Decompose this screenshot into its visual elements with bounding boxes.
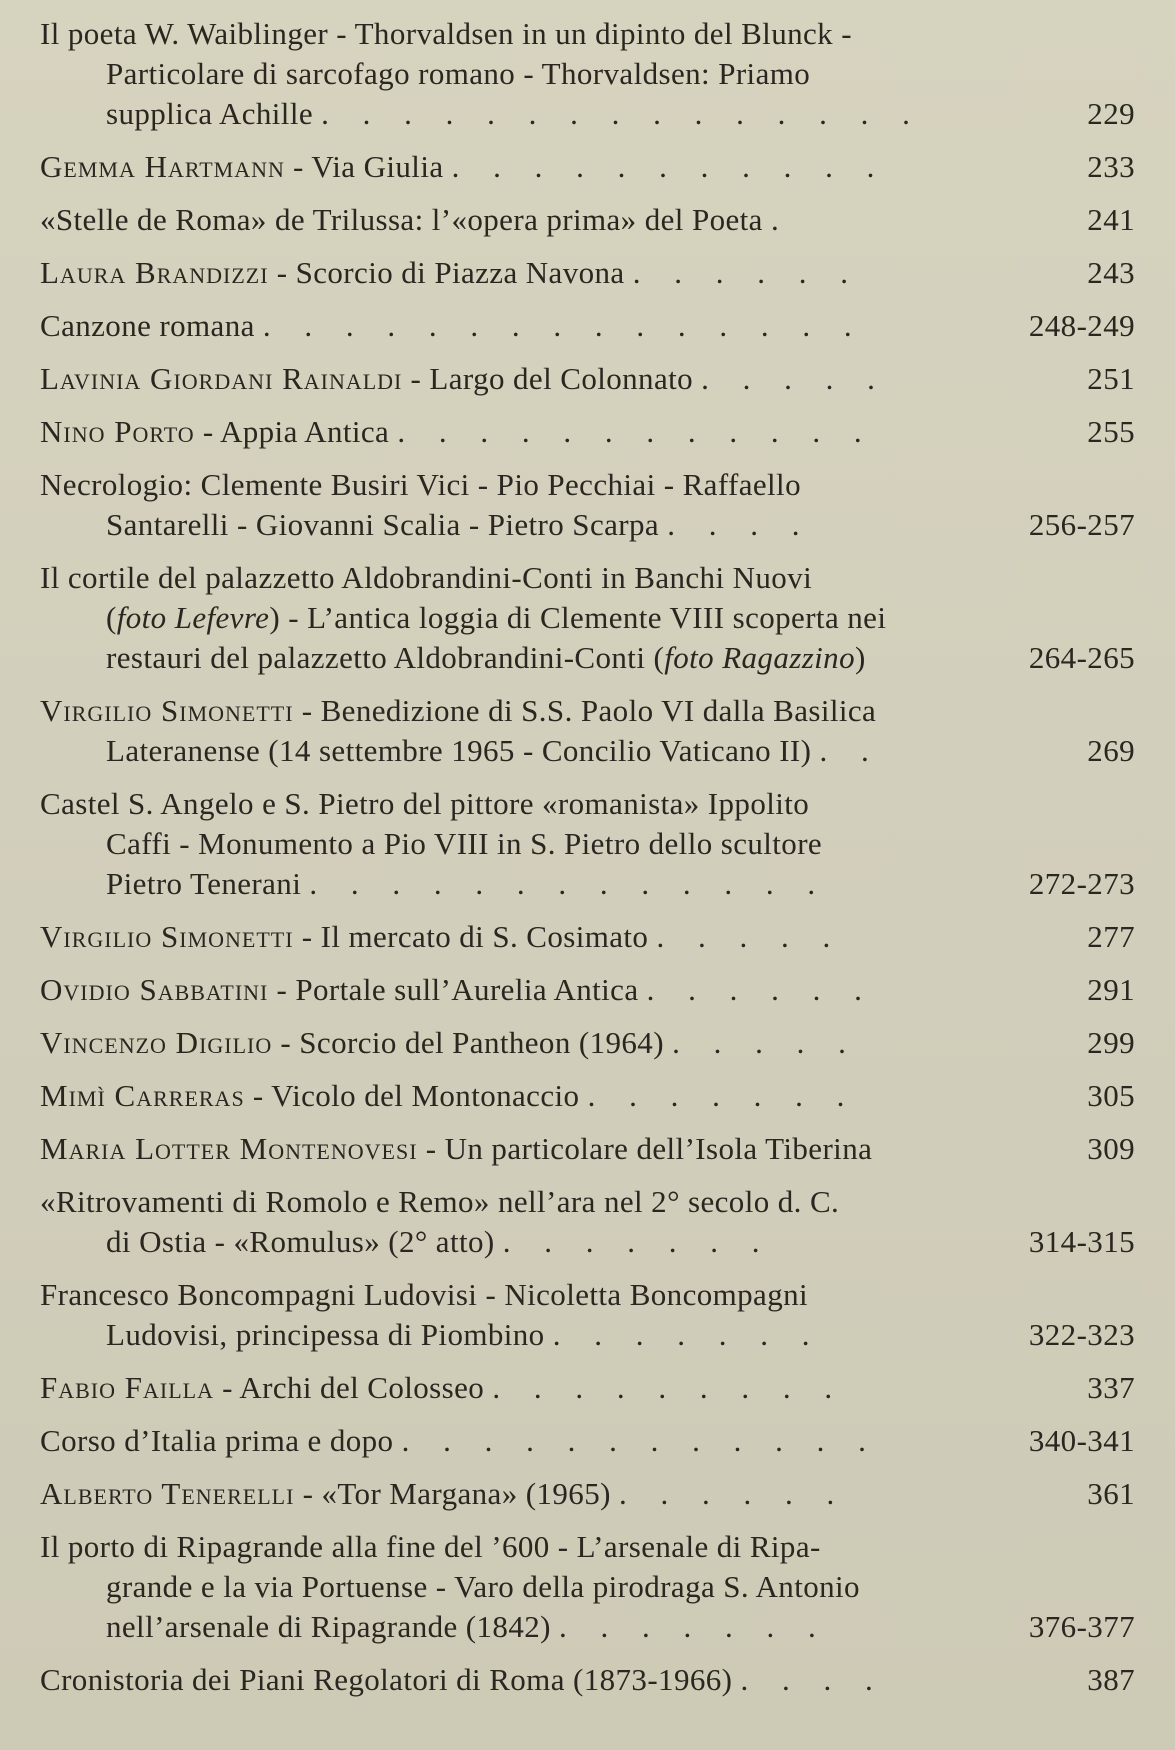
entry-title: - Un particolare dell’Isola Tiberina [425, 1131, 873, 1166]
index-entry [40, 1527, 1135, 1647]
entry-title: «Stelle de Roma» de Trilussa: l’«opera prima» del Poeta [40, 202, 763, 237]
index-entry [40, 970, 1135, 1010]
entry-title: - Il mercato di S. Cosimato [301, 919, 649, 954]
dot-leader: . . . . . . . . . . . . . . . [321, 96, 923, 131]
page-number: 241 [1087, 202, 1135, 237]
entry-title: - Via Giulia [293, 149, 444, 184]
index-entry [40, 1474, 1135, 1514]
index-entry [40, 412, 1135, 452]
author-name: Virgilio Simonetti [40, 919, 294, 954]
dot-leader: . . . . [740, 1662, 886, 1697]
index-entry [40, 1129, 1135, 1169]
dot-leader: . . . . . . . . . . . . . . . [262, 308, 865, 343]
entry-line: grande e la via Portuense - Varo della pirodraga S. Antonio [106, 1569, 860, 1604]
entry-title: - Scorcio del Pantheon (1964) [280, 1025, 664, 1060]
dot-leader: . . . . . [656, 919, 844, 954]
entry-line: di Ostia - «Romulus» (2° atto) [106, 1224, 495, 1259]
entry-title: Cronistoria dei Piani Regolatori di Roma (1873-1966) [40, 1662, 733, 1697]
dot-leader: . . . . [667, 507, 813, 542]
page-number: 229 [1087, 96, 1135, 131]
entry-text [40, 14, 1063, 134]
dot-leader: . . . . . . . [587, 1078, 858, 1113]
index-entry [40, 1368, 1135, 1408]
entry-text [40, 147, 1063, 187]
page-number: 264-265 [1028, 640, 1135, 675]
page-number: 387 [1087, 1662, 1135, 1697]
page-number: 272-273 [1028, 866, 1135, 901]
dot-leader: . . . . . . . [552, 1317, 823, 1352]
page-number: 314-315 [1028, 1224, 1135, 1259]
entry-line: Il poeta W. Waiblinger - Thorvaldsen in un dipinto del Blunck - [40, 16, 852, 51]
page-number: 309 [1087, 1131, 1135, 1166]
author-name: Ovidio Sabbatini [40, 972, 269, 1007]
dot-leader: . [771, 202, 792, 237]
page-number: 277 [1087, 919, 1135, 954]
entry-line: Il porto di Ripagrande alla fine del ’600 - L’arsenale di Ripa- [40, 1529, 821, 1564]
author-name: Gemma Hartmann [40, 149, 285, 184]
index-entry [40, 306, 1135, 346]
page-number: 337 [1087, 1370, 1135, 1405]
author-name: Nino Porto [40, 414, 195, 449]
entry-line: - Benedizione di S.S. Paolo VI dalla Basilica [301, 693, 877, 728]
entry-text [40, 784, 1015, 904]
author-name: Fabio Failla [40, 1370, 214, 1405]
index-entry [40, 917, 1135, 957]
entry-line: Castel S. Angelo e S. Pietro del pittore «romanista» Ippolito [40, 786, 810, 821]
page-number: 376-377 [1028, 1609, 1135, 1644]
index-entry [40, 200, 1135, 240]
index-entry [40, 1076, 1135, 1116]
page-number: 251 [1087, 361, 1135, 396]
entry-text [40, 1368, 1063, 1408]
index-entry [40, 1660, 1135, 1700]
index-entry [40, 465, 1135, 545]
entry-line: «Ritrovamenti di Romolo e Remo» nell’ara nel 2° secolo d. C. [40, 1184, 840, 1219]
entry-text [40, 1660, 1063, 1700]
entry-line: Caffi - Monumento a Pio VIII in S. Pietro dello scultore [106, 826, 823, 861]
entry-text [40, 917, 1063, 957]
entry-title: - Portale sull’Aurelia Antica [276, 972, 639, 1007]
dot-leader: . . . . . . . . . [492, 1370, 846, 1405]
dot-leader: . . . . . [672, 1025, 859, 1060]
page-number: 255 [1087, 414, 1135, 449]
entry-title: - Vicolo del Montonaccio [252, 1078, 580, 1113]
dot-leader: . . . . . . . . . . . . [397, 414, 875, 449]
entry-text [40, 359, 1063, 399]
page-number: 322-323 [1028, 1317, 1135, 1352]
index-entry [40, 1023, 1135, 1063]
author-name: Alberto Tenerelli [40, 1476, 295, 1511]
page-number: 269 [1087, 733, 1135, 768]
entry-line: Il cortile del palazzetto Aldobrandini-Conti in Banchi Nuovi [40, 560, 813, 595]
author-name: Vincenzo Digilio [40, 1025, 273, 1060]
entry-title: - Largo del Colonnato [410, 361, 694, 396]
entry-text [40, 465, 1015, 545]
entry-title: Canzone romana [40, 308, 255, 343]
index-entry [40, 784, 1135, 904]
dot-leader: . . . . . . [646, 972, 875, 1007]
entry-line: nell’arsenale di Ripagrande (1842) [106, 1609, 551, 1644]
index-entry [40, 558, 1135, 678]
entry-line: Lateranense (14 settembre 1965 - Concilio Vaticano II) [106, 733, 812, 768]
entry-line: (foto Lefevre) - L’antica loggia di Clemente VIII scoperta nei [106, 600, 887, 635]
entry-text [40, 1023, 1063, 1063]
page-number: 305 [1087, 1078, 1135, 1113]
entry-line: Ludovisi, principessa di Piombino [106, 1317, 545, 1352]
index-entry [40, 1182, 1135, 1262]
dot-leader: . . . . . . . . . . . . . [309, 866, 829, 901]
index-entry [40, 14, 1135, 134]
entry-text [40, 1421, 1015, 1461]
index-entry [40, 147, 1135, 187]
author-name: Mimì Carreras [40, 1078, 245, 1113]
dot-leader: . . . . . . . [559, 1609, 829, 1644]
page-number: 291 [1087, 972, 1135, 1007]
entry-text [40, 1129, 1063, 1169]
entry-title: - «Tor Margana» (1965) [302, 1476, 611, 1511]
entry-title: Corso d’Italia prima e dopo [40, 1423, 394, 1458]
entry-title: - Archi del Colosseo [222, 1370, 485, 1405]
page-number: 243 [1087, 255, 1135, 290]
page-number: 233 [1087, 149, 1135, 184]
dot-leader: . . . . . . [618, 1476, 848, 1511]
entry-text [40, 412, 1063, 452]
dot-leader: . . . . . . . . . . . [451, 149, 888, 184]
entry-text [40, 970, 1063, 1010]
entry-line: Santarelli - Giovanni Scalia - Pietro Scarpa [106, 507, 660, 542]
page-number: 256-257 [1028, 507, 1135, 542]
entry-text [40, 558, 1015, 678]
page-number: 340-341 [1028, 1423, 1135, 1458]
author-name: Lavinia Giordani Rainaldi [40, 361, 403, 396]
entry-text [40, 691, 1063, 771]
index-entry [40, 359, 1135, 399]
page-number: 248-249 [1028, 308, 1135, 343]
index-entry [40, 253, 1135, 293]
entry-text [40, 1474, 1063, 1514]
entry-text [40, 1182, 1015, 1262]
author-name: Laura Brandizzi [40, 255, 269, 290]
page-number: 299 [1087, 1025, 1135, 1060]
index-entry [40, 1275, 1135, 1355]
index-entry [40, 1421, 1135, 1461]
dot-leader: . . . . . . . [502, 1224, 773, 1259]
entry-text [40, 306, 1015, 346]
author-name: Virgilio Simonetti [40, 693, 294, 728]
entry-line: supplica Achille [106, 96, 313, 131]
dot-leader: . . . . . [701, 361, 888, 396]
illustrations-index [40, 14, 1135, 1700]
entry-title: - Appia Antica [202, 414, 390, 449]
entry-line: restauri del palazzetto Aldobrandini-Conti (foto Ragazzino) [106, 640, 866, 675]
author-name: Maria Lotter Montenovesi [40, 1131, 418, 1166]
entry-text [40, 200, 1063, 240]
entry-text [40, 1275, 1015, 1355]
entry-text [40, 253, 1063, 293]
entry-line: Francesco Boncompagni Ludovisi - Nicoletta Boncompagni [40, 1277, 809, 1312]
page-number: 361 [1087, 1476, 1135, 1511]
entry-line: Particolare di sarcofago romano - Thorvaldsen: Priamo [106, 56, 811, 91]
dot-leader: . . . . . . . . . . . . [401, 1423, 879, 1458]
dot-leader: . . . . . . [632, 255, 861, 290]
entry-title: - Scorcio di Piazza Navona [276, 255, 625, 290]
index-entry [40, 691, 1135, 771]
entry-line: Pietro Tenerani [106, 866, 302, 901]
entry-line: Necrologio: Clemente Busiri Vici - Pio Pecchiai - Raffaello [40, 467, 801, 502]
entry-text [40, 1527, 1015, 1647]
entry-text [40, 1076, 1063, 1116]
dot-leader: . . [819, 733, 882, 768]
